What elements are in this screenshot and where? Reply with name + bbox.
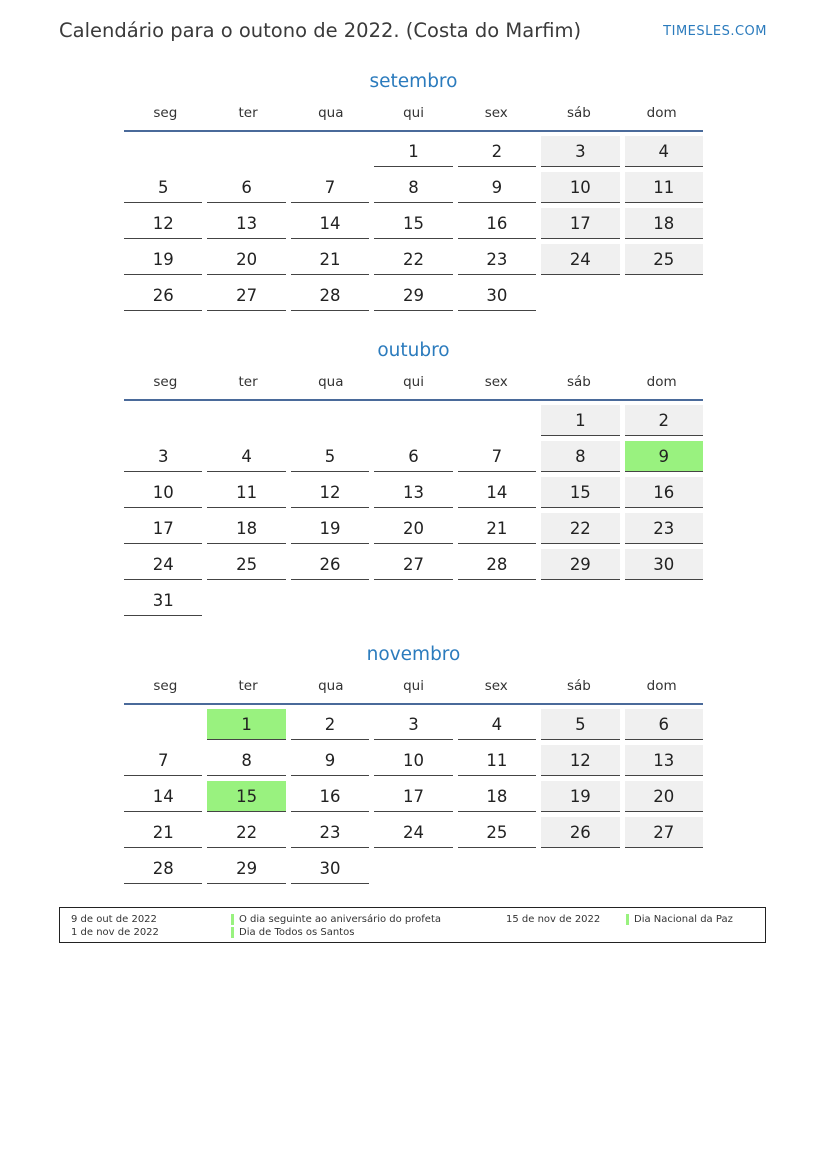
day-cell: 5 [124,172,202,203]
empty-day-cell [291,405,369,435]
day-cell: 15 [374,208,452,239]
weekday-label: sáb [567,374,591,390]
weekday-label: qua [318,374,344,390]
weekend-day-cell: 13 [625,745,703,776]
day-cell: 28 [124,853,202,884]
day-cell: 11 [207,477,285,508]
day-cell: 9 [458,172,536,203]
weekend-day-cell: 18 [625,208,703,239]
weekday-label: seg [153,105,178,121]
weekend-day-cell: 5 [541,709,619,740]
day-grid [124,709,703,884]
legend-item [231,926,354,939]
day-cell: 27 [374,549,452,580]
day-cell: 30 [458,280,536,311]
day-cell: 6 [374,441,452,472]
header-divider [124,399,703,401]
holiday-legend [59,907,766,943]
holiday-color-marker [231,914,234,925]
weekday-header-row [124,105,703,125]
day-cell: 3 [374,709,452,740]
day-cell: 23 [291,817,369,848]
weekday-label: ter [238,678,258,694]
day-cell: 29 [207,853,285,884]
weekend-day-cell: 8 [541,441,619,472]
day-cell: 17 [124,513,202,544]
day-cell: 1 [374,136,452,167]
day-cell: 20 [374,513,452,544]
legend-date: 1 de nov de 2022 [71,927,159,938]
weekend-day-cell: 15 [541,477,619,508]
weekday-label: qua [318,105,344,121]
weekend-day-cell: 3 [541,136,619,167]
weekday-label: sex [484,678,508,694]
day-cell: 22 [207,817,285,848]
weekend-day-cell: 20 [625,781,703,812]
empty-day-cell [124,136,202,166]
month-block [124,70,703,311]
weekend-day-cell: 30 [625,549,703,580]
weekday-label: qui [403,678,424,694]
day-cell: 19 [124,244,202,275]
month-title: outubro [377,340,450,361]
month-block [124,339,703,616]
empty-day-cell [207,136,285,166]
day-cell: 2 [291,709,369,740]
weekend-day-cell: 1 [541,405,619,436]
empty-day-cell [124,709,202,739]
weekday-label: sáb [567,105,591,121]
weekday-label: dom [646,678,677,694]
day-cell: 13 [207,208,285,239]
day-cell: 12 [291,477,369,508]
day-grid [124,136,703,311]
day-cell: 28 [458,549,536,580]
legend-item [231,913,441,926]
weekend-day-cell: 4 [625,136,703,167]
weekday-label: ter [238,105,258,121]
day-cell: 14 [124,781,202,812]
weekday-label: sáb [567,678,591,694]
weekend-day-cell: 29 [541,549,619,580]
weekend-day-cell: 6 [625,709,703,740]
day-cell: 9 [291,745,369,776]
day-cell: 19 [291,513,369,544]
day-cell: 12 [124,208,202,239]
day-cell: 2 [458,136,536,167]
day-cell: 14 [291,208,369,239]
legend-date: 15 de nov de 2022 [506,914,601,925]
day-cell: 21 [291,244,369,275]
day-cell: 23 [458,244,536,275]
weekday-label: dom [646,374,677,390]
weekday-header-row [124,678,703,698]
day-cell: 21 [458,513,536,544]
weekday-label: qui [403,105,424,121]
month-block [124,643,703,884]
day-cell: 7 [291,172,369,203]
legend-item [626,913,733,926]
weekend-day-cell: 27 [625,817,703,848]
holiday-day-cell: 15 [207,781,285,812]
day-cell: 31 [124,585,202,616]
weekday-label: sex [484,105,508,121]
day-cell: 4 [207,441,285,472]
day-cell: 25 [458,817,536,848]
day-cell: 18 [458,781,536,812]
day-cell: 8 [207,745,285,776]
day-cell: 30 [291,853,369,884]
empty-day-cell [374,405,452,435]
weekend-day-cell: 23 [625,513,703,544]
weekend-day-cell: 19 [541,781,619,812]
weekend-day-cell: 16 [625,477,703,508]
brand-logo[interactable]: TIMESLES.COM [663,24,767,39]
empty-day-cell [124,405,202,435]
day-cell: 28 [291,280,369,311]
weekend-day-cell: 24 [541,244,619,275]
month-title: setembro [369,71,458,92]
weekend-day-cell: 25 [625,244,703,275]
day-cell: 27 [207,280,285,311]
day-cell: 17 [374,781,452,812]
day-cell: 16 [291,781,369,812]
weekend-day-cell: 10 [541,172,619,203]
day-cell: 16 [458,208,536,239]
day-cell: 3 [124,441,202,472]
legend-holiday-name: O dia seguinte ao aniversário do profeta [239,914,441,925]
weekend-day-cell: 22 [541,513,619,544]
day-cell: 7 [458,441,536,472]
day-cell: 8 [374,172,452,203]
day-cell: 5 [291,441,369,472]
page-title: Calendário para o outono de 2022. (Costa do Marfim) [59,19,582,42]
weekday-header-row [124,374,703,394]
legend-date: 9 de out de 2022 [71,914,157,925]
weekday-label: qui [403,374,424,390]
day-cell: 22 [374,244,452,275]
empty-day-cell [207,405,285,435]
weekday-label: ter [238,374,258,390]
day-cell: 18 [207,513,285,544]
legend-holiday-name: Dia de Todos os Santos [239,927,355,938]
weekday-label: dom [646,105,677,121]
weekend-day-cell: 17 [541,208,619,239]
day-cell: 26 [291,549,369,580]
weekend-day-cell: 2 [625,405,703,436]
empty-day-cell [291,136,369,166]
day-cell: 24 [374,817,452,848]
legend-holiday-name: Dia Nacional da Paz [634,914,733,925]
header-divider [124,130,703,132]
day-cell: 13 [374,477,452,508]
header-divider [124,703,703,705]
day-cell: 6 [207,172,285,203]
day-cell: 21 [124,817,202,848]
holiday-day-cell: 1 [207,709,285,740]
day-cell: 10 [374,745,452,776]
weekday-label: seg [153,678,178,694]
weekday-label: qua [318,678,344,694]
day-cell: 24 [124,549,202,580]
day-cell: 7 [124,745,202,776]
holiday-day-cell: 9 [625,441,703,472]
weekend-day-cell: 11 [625,172,703,203]
day-cell: 10 [124,477,202,508]
day-cell: 25 [207,549,285,580]
day-grid [124,405,703,616]
weekday-label: sex [484,374,508,390]
weekend-day-cell: 12 [541,745,619,776]
weekday-label: seg [153,374,178,390]
holiday-color-marker [231,927,234,938]
day-cell: 20 [207,244,285,275]
weekend-day-cell: 26 [541,817,619,848]
day-cell: 4 [458,709,536,740]
holiday-color-marker [626,914,629,925]
day-cell: 14 [458,477,536,508]
day-cell: 11 [458,745,536,776]
month-title: novembro [366,644,461,665]
day-cell: 26 [124,280,202,311]
day-cell: 29 [374,280,452,311]
empty-day-cell [458,405,536,435]
